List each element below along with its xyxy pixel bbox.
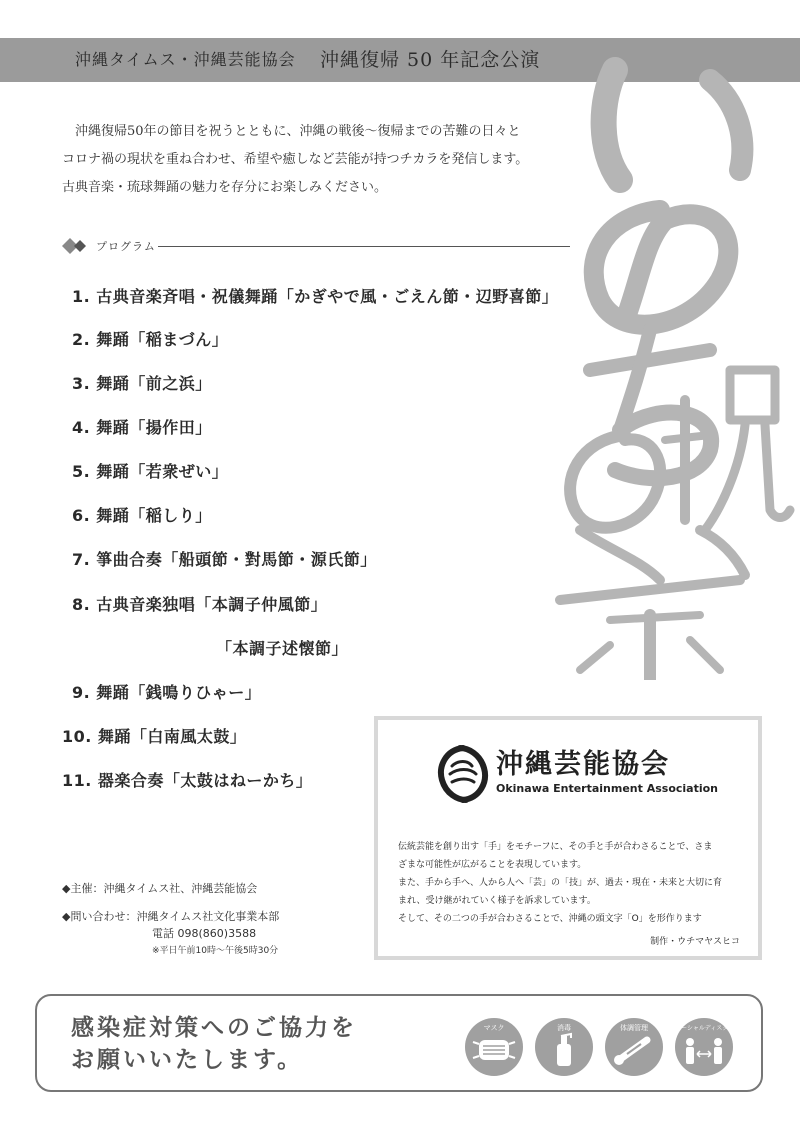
intro-text	[62, 118, 582, 202]
notice-line: 感染症対策へのご協力を	[71, 1015, 357, 1041]
program-label: プログラム	[96, 240, 156, 253]
intro-line: コロナ禍の現状を重ね合わせ、希望や癒しなど芸能が持つチカラを発信します。	[62, 152, 529, 167]
icon-label: 消毒	[557, 1024, 571, 1032]
description-line: ざまな可能性が広がることを表現しています。	[398, 860, 587, 870]
description-line: そして、その二つの手が合わさることで、沖縄の頭文字「O」を形作ります	[398, 914, 702, 924]
icon-label: マスク	[483, 1024, 505, 1032]
infection-prevention-notice	[35, 994, 763, 1092]
header-organizers: 沖縄タイムス・沖縄芸能協会	[75, 50, 296, 69]
contact-hours: ※平日午前10時〜午後5時30分	[152, 946, 279, 956]
association-logo	[436, 744, 490, 804]
intro-line: 古典音楽・琉球舞踊の魅力を存分にお楽しみください。	[62, 180, 388, 195]
program-item-continued: 「本調子述懐節」	[216, 639, 349, 658]
description-line: 伝統芸能を創り出す「手」をモチーフに、その手と手が合わさることで、さま	[398, 842, 713, 852]
association-name-english: Okinawa Entertainment Association	[496, 782, 719, 795]
program-item: 2. 舞踊「稲まづん」	[72, 330, 229, 349]
icon-label: ソーシャルディスタンス	[675, 1025, 741, 1032]
sanitizer-icon	[535, 1018, 593, 1076]
association-name: 沖縄芸能協会	[496, 749, 670, 780]
phone-number: 電話 098(860)3588	[152, 927, 257, 940]
program-item: 4. 舞踊「揚作田」	[72, 418, 212, 437]
program-item: 11. 器楽合奏「太鼓はねーかち」	[62, 771, 313, 790]
header-event-title: 沖縄復帰 50 年記念公演	[320, 49, 541, 71]
program-item: 3. 舞踊「前之浜」	[72, 374, 212, 393]
icon-label: 体調管理	[620, 1024, 648, 1032]
program-divider	[158, 246, 570, 247]
program-item: 9. 舞踊「銭鳴りひゃー」	[72, 683, 262, 702]
program-item: 5. 舞踊「若衆ぜい」	[72, 462, 229, 481]
thermometer-icon	[605, 1018, 663, 1076]
notice-text	[71, 1012, 357, 1076]
program-item: 1. 古典音楽斉唱・祝儀舞踊「かぎやで風・ごえん節・辺野喜節」	[72, 287, 559, 306]
diamond-icon	[62, 238, 92, 254]
program-item: 8. 古典音楽独唱「本調子仲風節」	[72, 595, 328, 614]
notice-line: お願いいたします。	[71, 1047, 304, 1073]
association-box	[374, 716, 762, 960]
description-line: まれ、受け継がれていく様子を訴求しています。	[398, 896, 596, 906]
program-item: 6. 舞踊「稲しり」	[72, 506, 212, 525]
program-item: 7. 箏曲合奏「船頭節・對馬節・源氏節」	[72, 550, 377, 569]
mask-icon	[465, 1018, 523, 1076]
program-heading	[62, 236, 574, 256]
social-distance-icon	[675, 1018, 741, 1076]
intro-line: 沖縄復帰50年の節目を祝うとともに、沖縄の戦後〜復帰までの苦難の日々と	[75, 124, 521, 139]
contact-info: ◆問い合わせ：沖縄タイムス社文化事業本部	[62, 910, 280, 923]
logo-credit: 制作・ウチマヤスヒコ	[650, 937, 740, 947]
program-item: 10. 舞踊「白南風太鼓」	[62, 727, 247, 746]
host-info: ◆主催：沖縄タイムス社、沖縄芸能協会	[62, 882, 258, 895]
description-line: また、手から手へ、人から人へ「芸」の「技」が、過去・現在・未来と大切に育	[398, 878, 723, 888]
association-description	[398, 838, 750, 928]
